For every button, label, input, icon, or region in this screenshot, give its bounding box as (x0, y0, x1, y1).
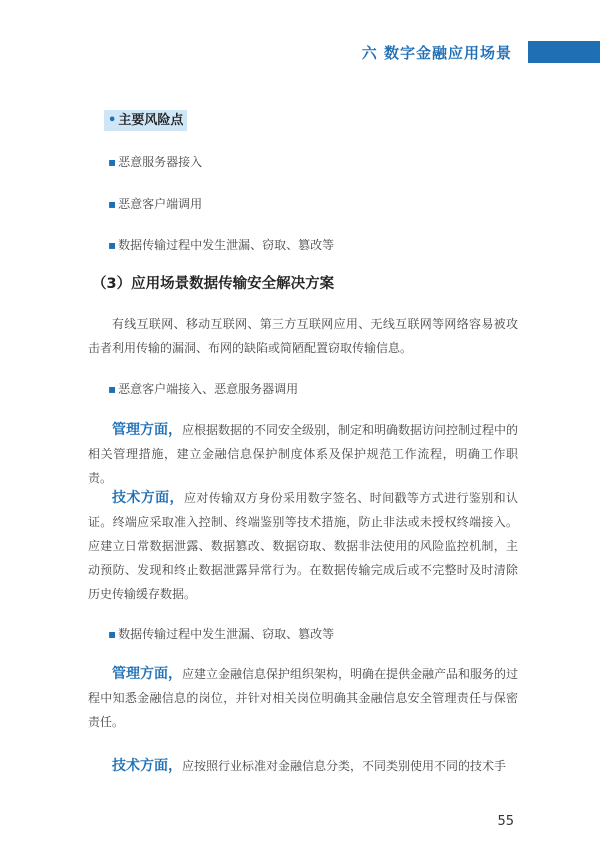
risk-item-text: 恶意服务器接入 (118, 155, 203, 169)
risk-item (108, 380, 298, 397)
risk-item-text: 数据传输过程中发生泄漏、窃取、篡改等 (118, 627, 335, 641)
management-text: 应根据数据的不同安全级别，制定和明确数据访问控制过程中的相关管理措施，建立金融信息保护制度体系及保护规范工作流程，明确工作职责。 (88, 423, 519, 485)
risk-item-text: 恶意客户端接入、恶意服务器调用 (118, 382, 299, 396)
bullet-icon: ▪ (108, 197, 117, 211)
risk-item (108, 153, 202, 170)
chapter-title: 六 数字金融应用场景 (361, 44, 512, 62)
intro-paragraph (88, 312, 518, 360)
bullet-icon: ▪ (108, 382, 117, 396)
management-paragraph (88, 662, 518, 734)
technology-paragraph (88, 486, 518, 606)
technology-label: 技术方面， (112, 758, 182, 774)
bullet-icon: • (108, 113, 117, 128)
intro-text: 有线互联网、移动互联网、第三方互联网应用、无线互联网等网络容易被攻击者利用传输的漏洞、布网的缺陷或简陋配置窃取传输信息。 (88, 317, 518, 355)
bullet-icon: ▪ (108, 238, 117, 252)
management-label: 管理方面， (112, 666, 182, 682)
risk-item-text: 恶意客户端调用 (118, 197, 203, 211)
management-label: 管理方面， (112, 422, 182, 438)
risk-block-title (104, 110, 187, 131)
section-heading: （3）应用场景数据传输安全解决方案 (92, 276, 335, 292)
risk-block-title-text: 主要风险点 (118, 113, 184, 128)
management-paragraph (88, 418, 518, 490)
risk-item (108, 625, 334, 642)
technology-label: 技术方面， (112, 490, 184, 506)
bullet-icon: ▪ (108, 155, 117, 169)
technology-text: 应按照行业标准对金融信息分类，不同类别使用不同的技术手 (182, 759, 507, 773)
risk-item-text: 数据传输过程中发生泄漏、窃取、篡改等 (118, 238, 335, 252)
risk-item (108, 236, 334, 253)
technology-paragraph (88, 754, 518, 778)
page-number: 55 (497, 814, 514, 829)
risk-item (108, 195, 202, 212)
management-text: 应建立金融信息保护组织架构，明确在提供金融产品和服务的过程中知悉金融信息的岗位，并针对相关岗位明确其金融信息安全管理责任与保密责任。 (88, 667, 519, 729)
technology-text: 应对传输双方身份采用数字签名、时间戳等方式进行鉴别和认证。终端应采取准入控制、终端鉴别等技术措施，防止非法或未授权终端接入。应建立日常数据泄露、数据篡改、数据窃取、数据非法使用的风险监控机制，主动预防、发现和终止数据泄露异常行为。在数据传输完成后或不完整时及时清除历史传输缓存数据。 (88, 491, 518, 601)
chapter-color-bar (528, 41, 600, 63)
bullet-icon: ▪ (108, 627, 117, 641)
